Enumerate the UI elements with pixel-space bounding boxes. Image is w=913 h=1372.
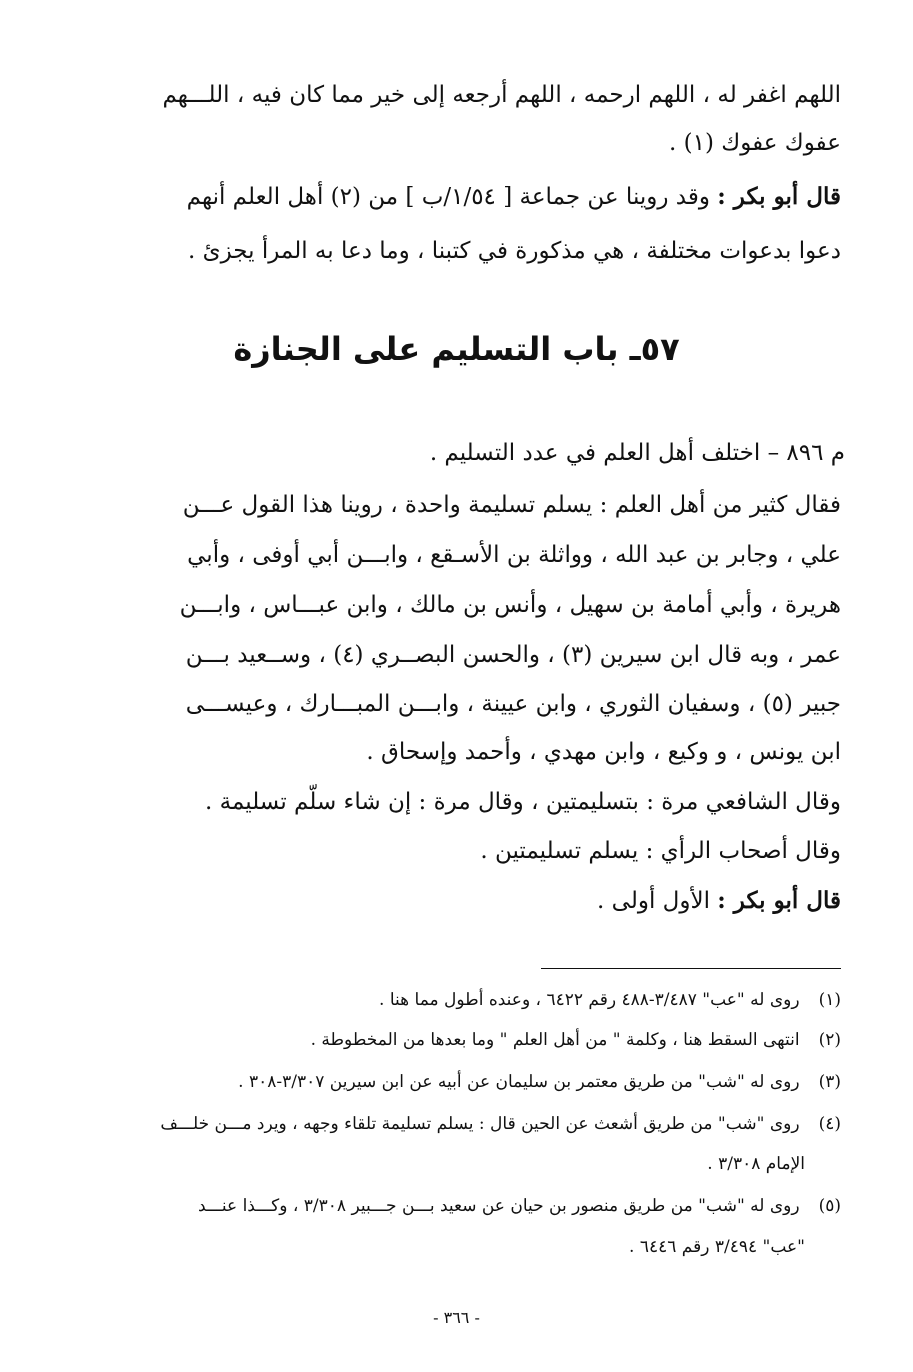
footnote-separator [541, 968, 841, 969]
footnote-number: (٣) [818, 1072, 841, 1092]
footnote-text: روى له "شب" من طريق منصور بن حيان عن سعيد بـــن جـــبير ٣/٣٠٨ ، وكـــذا عنـــد [198, 1196, 800, 1216]
footnote-4-continuation: الإمام ٣/٣٠٨ . [707, 1154, 805, 1174]
footnote-2 [311, 1028, 841, 1052]
speaker-label: قال أبو بكر : [717, 183, 841, 210]
text-line [187, 182, 841, 212]
text-line: اللهم اغفر له ، اللهم ارحمه ، اللهم أرجعه إلى خير مما كان فيه ، اللـــهم [162, 82, 841, 108]
footnote-5 [198, 1194, 841, 1218]
text-span: الأول أولى . [597, 888, 710, 914]
entry-first-line [430, 440, 845, 466]
footnote-number: (٢) [818, 1030, 841, 1050]
text-line: علي ، وجابر بن عبد الله ، وواثلة بن الأسـقع ، وابـــن أبي أوفى ، وأبي [187, 542, 841, 568]
top-paragraph [141, 80, 841, 160]
entry-body [141, 490, 841, 910]
text-line: ابن يونس ، و وكيع ، وابن مهدي ، وأحمد وإسحاق . [366, 739, 841, 765]
entry-first-text: اختلف أهل العلم في عدد التسليم . [429, 440, 761, 466]
entry-number: م ٨٩٦ – [767, 440, 845, 466]
chapter-heading: ٥٧ـ باب التسليم على الجنازة [233, 330, 680, 368]
text-line: دعوا بدعوات مختلفة ، هي مذكورة في كتبنا ، وما دعا به المرأ يجزئ . [187, 238, 841, 264]
footnote-number: (٤) [818, 1114, 841, 1134]
abu-bakr-paragraph-2 [141, 886, 841, 926]
text-line: وقال الشافعي مرة : بتسليمتين ، وقال مرة : إن شاء سلّم تسليمة . [205, 789, 841, 815]
footnote-1 [379, 988, 841, 1012]
text-line: عمر ، وبه قال ابن سيرين (٣) ، والحسن البصــري (٤) ، وســعيد بـــن [185, 642, 841, 668]
text-line: جبير (٥) ، وسفيان الثوري ، وابن عيينة ، وابـــن المبـــارك ، وعيســـى [185, 691, 841, 717]
text-line: وقال أصحاب الرأي : يسلم تسليمتين . [480, 838, 841, 864]
text-line [597, 886, 841, 916]
footnote-text: روى له "شب" من طريق معتمر بن سليمان عن أبيه عن ابن سيرين ٣/٣٠٧-٣٠٨ . [238, 1072, 800, 1092]
footnote-number: (١) [818, 990, 841, 1010]
footnote-text: روى "شب" من طريق أشعث عن الحين قال : يسلم تسليمة تلقاء وجهه ، ويرد مـــن خلـــف [160, 1114, 800, 1134]
page-number: - ٣٦٦ - [433, 1308, 480, 1327]
text-line: عفوك عفوك (١) . [669, 130, 841, 156]
footnote-5-continuation: "عب" ٣/٤٩٤ رقم ٦٤٤٦ . [629, 1237, 805, 1257]
footnote-4 [160, 1112, 841, 1136]
footnote-number: (٥) [818, 1196, 841, 1216]
speaker-label: قال أبو بكر : [717, 887, 841, 914]
footnote-3 [238, 1070, 841, 1094]
footnote-text: انتهى السقط هنا ، وكلمة " من أهل العلم " وما بعدها من المخطوطة . [310, 1030, 800, 1050]
text-line: فقال كثير من أهل العلم : يسلم تسليمة واحدة ، روينا هذا القول عـــن [182, 492, 841, 518]
text-line: هريرة ، وأبي أمامة بن سهيل ، وأنس بن مالك ، وابن عبـــاس ، وابـــن [179, 592, 841, 618]
text-span: وقد روينا عن جماعة [ ١/٥٤/ب ] من (٢) أهل العلم أنهم [186, 184, 710, 210]
footnote-text: روى له "عب" ٣/٤٨٧-٤٨٨ رقم ٦٤٢٢ ، وعنده أطول مما هنا . [379, 990, 800, 1010]
abu-bakr-paragraph-1 [141, 182, 841, 272]
